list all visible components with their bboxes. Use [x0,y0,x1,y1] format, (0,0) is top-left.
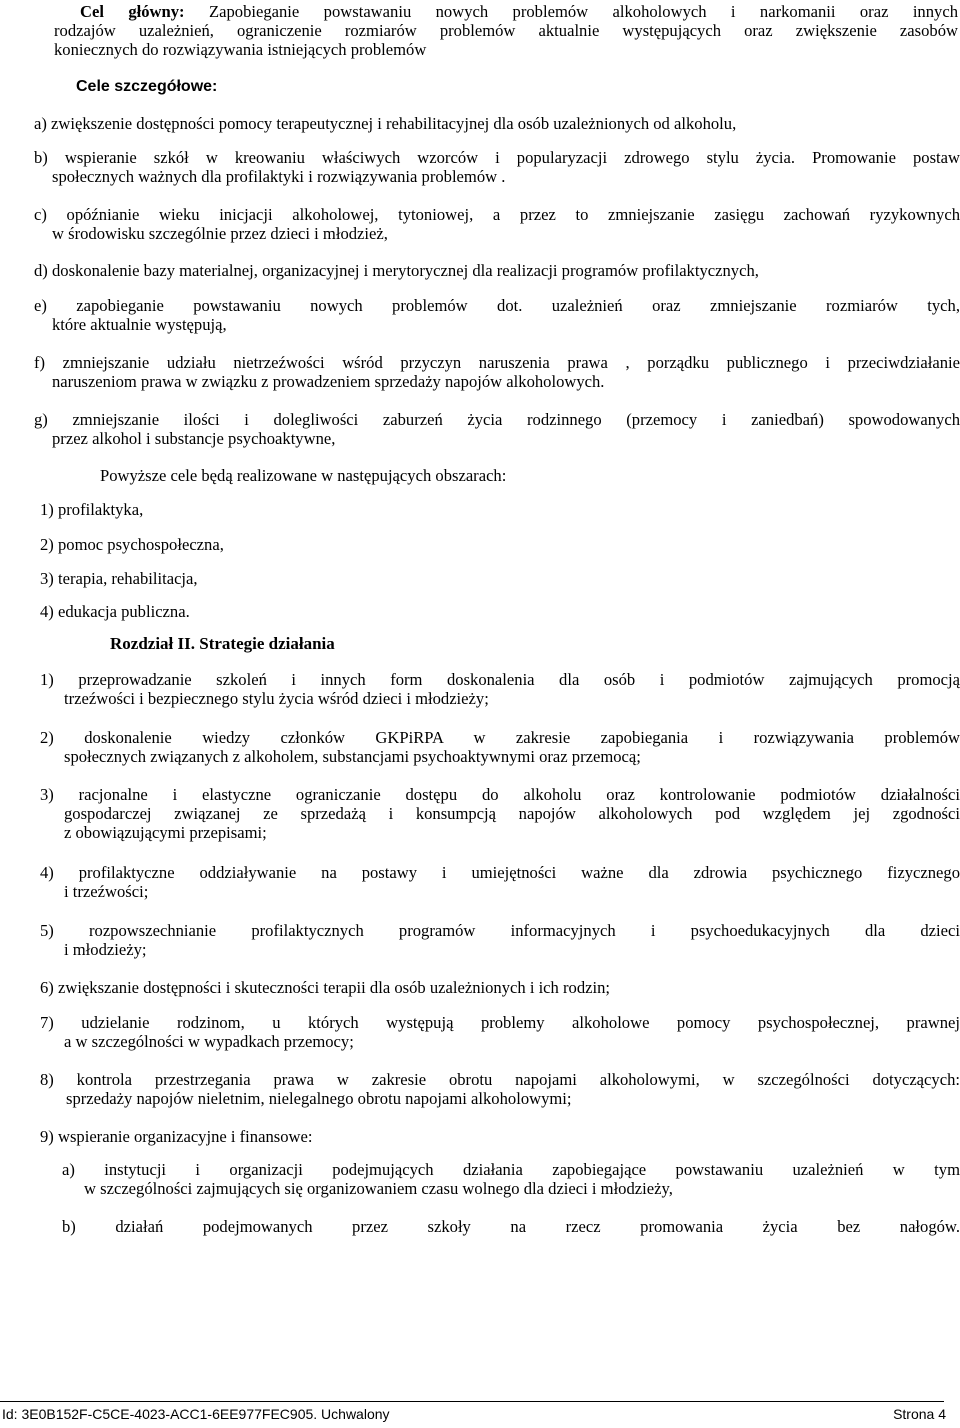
specific-goal-b [34,148,960,186]
main-goal-paragraph [54,2,958,59]
strategy-1-line-2: trzeźwości i bezpiecznego stylu życia wśród dzieci i młodzieży; [64,689,489,708]
areas-intro: Powyższe cele będą realizowane w następujących obszarach: [100,466,507,485]
strategy-9 [40,1127,960,1146]
strategy-8 [40,1070,960,1108]
strategy-8-line-2: sprzedaży napojów nieletnim, nielegalnego obrotu napojami alkoholowymi; [66,1089,572,1108]
strategy-7-line-1: 7) udzielanie rodzinom, u których występują problemy alkoholowe pomocy psychospołecznej, prawnej [40,1013,960,1032]
sub-strategy-a-line-1: a) instytucji i organizacji podejmujących działania zapobiegające powstawaniu uzależnień w tym [62,1160,960,1179]
strategy-7-line-2: a w szczególności w wypadkach przemocy; [64,1032,354,1051]
strategy-4-line-1: 4) profilaktyczne oddziaływanie na postawy i umiejętności ważne dla zdrowia psychicznego fizycznego [40,863,960,882]
goal-f-line-2: naruszeniom prawa w związku z prowadzeniem sprzedaży napojów alkoholowych. [52,372,605,391]
main-goal-line-1 [80,2,958,21]
sub-strategy-b-line-1: b) działań podejmowanych przez szkoły na rzecz promowania życia bez nałogów. [62,1217,960,1236]
specific-goal-d [34,261,960,280]
main-goal-line-2: rodzajów uzależnień, ograniczenie rozmiarów problemów aktualnie występujących oraz zwiększenie zasobów [54,21,958,40]
goal-b-line-1: b) wspieranie szkół w kreowaniu właściwych wzorców i popularyzacji zdrowego stylu życia. Promowanie postaw [34,148,960,167]
main-goal-text-1: Zapobieganie powstawaniu nowych problemów alkoholowych i narkomanii oraz innych [208,2,958,21]
specific-goal-c [34,205,960,243]
goal-g-line-1: g) zmniejszanie ilości i dolegliwości zaburzeń życia rodzinnego (przemocy i zaniedbań) spowodowanych [34,410,960,429]
sub-strategy-b [62,1217,960,1236]
strategy-1-line-1: 1) przeprowadzanie szkoleń i innych form doskonalenia dla osób i podmiotów zajmujących promocją [40,670,960,689]
strategy-4 [40,863,960,901]
strategy-5-line-2: i młodzieży; [64,940,147,959]
specific-goal-g [34,410,960,448]
strategy-6-line-1: 6) zwiększanie dostępności i skuteczności terapii dla osób uzależnionych i ich rodzin; [40,978,610,997]
chapter-title: Rozdział II. Strategie działania [110,634,335,653]
strategy-3-line-2: gospodarczej związanej ze sprzedażą i konsumpcją napojów alkoholowych pod względem jej zgodności [64,804,960,823]
strategy-3-line-1: 3) racjonalne i elastyczne ograniczanie dostępu do alkoholu oraz kontrolowanie podmiotów działalności [40,785,960,804]
strategy-6 [40,978,960,997]
strategy-2 [40,728,960,766]
strategy-7 [40,1013,960,1051]
goal-b-line-2: społecznych ważnych dla profilaktyki i rozwiązywania problemów . [52,167,506,186]
goal-f-line-1: f) zmniejszanie udziału nietrzeźwości wśród przyczyn naruszenia prawa , porządku publicznego i przeciwdziałanie [34,353,960,372]
goal-a-line-1: a) zwiększenie dostępności pomocy terapeutycznej i rehabilitacyjnej dla osób uzależnionych od alkoholu, [34,114,737,133]
goal-g-line-2: przez alkohol i substancje psychoaktywne, [52,429,336,448]
specific-goal-e [34,296,960,334]
footer-document-id: Id: 3E0B152F-C5CE-4023-ACC1-6EE977FEC905. Uchwalony [2,1406,390,1422]
area-item-3: 3) terapia, rehabilitacja, [40,569,198,588]
strategy-5 [40,921,960,959]
goal-e-line-1: e) zapobieganie powstawaniu nowych problemów dot. uzależnień oraz zmniejszanie rozmiarów tych, [34,296,960,315]
area-item-4: 4) edukacja publiczna. [40,602,190,621]
strategy-1 [40,670,960,708]
footer-page-number: Strona 4 [893,1406,946,1422]
area-item-2: 2) pomoc psychospołeczna, [40,535,224,554]
goal-e-line-2: które aktualnie występują, [52,315,227,334]
strategy-8-line-1: 8) kontrola przestrzegania prawa w zakresie obrotu napojami alkoholowymi, w szczególności dotyczących: [40,1070,960,1089]
specific-goals-title: Cele szczegółowe: [76,78,218,95]
sub-strategy-a [62,1160,960,1198]
area-item-1: 1) profilaktyka, [40,500,144,519]
main-goal-label: Cel główny: [80,2,185,21]
goal-d-line-1: d) doskonalenie bazy materialnej, organizacyjnej i merytorycznej dla realizacji programów profilaktycznych, [34,261,759,280]
specific-goal-a [34,114,960,133]
strategy-2-line-2: społecznych związanych z alkoholem, substancjami psychoaktywnymi oraz przemocą; [64,747,641,766]
strategy-9-line-1: 9) wspieranie organizacyjne i finansowe: [40,1127,313,1146]
strategy-3 [40,785,960,842]
strategy-3-line-3: z obowiązującymi przepisami; [64,823,267,842]
sub-strategy-a-line-2: w szczególności zajmujących się organizowaniem czasu wolnego dla dzieci i młodzieży, [84,1179,673,1198]
footer-divider [0,1401,944,1402]
main-goal-line-3: koniecznych do rozwiązywania istniejących problemów [54,40,427,59]
strategy-2-line-1: 2) doskonalenie wiedzy członków GKPiRPA w zakresie zapobiegania i rozwiązywania problemów [40,728,960,747]
strategy-5-line-1: 5) rozpowszechnianie profilaktycznych programów informacyjnych i psychoedukacyjnych dla dzieci [40,921,960,940]
strategy-4-line-2: i trzeźwości; [64,882,149,901]
goal-c-line-2: w środowisku szczególnie przez dzieci i młodzież, [52,224,388,243]
specific-goal-f [34,353,960,391]
goal-c-line-1: c) opóźnianie wieku inicjacji alkoholowej, tytoniowej, a przez to zmniejszanie zasięgu zachowań ryzykownych [34,205,960,224]
